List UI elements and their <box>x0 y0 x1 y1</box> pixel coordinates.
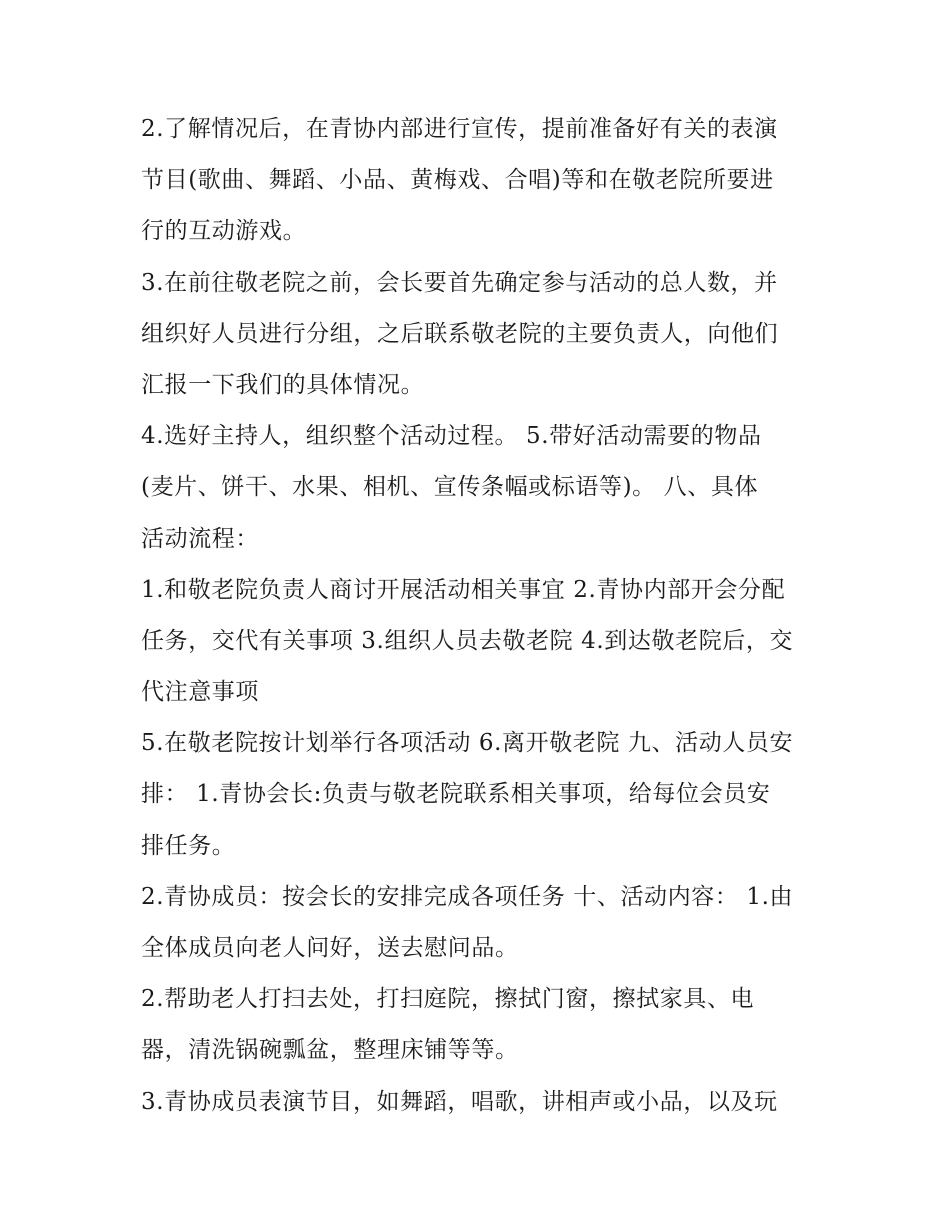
text-line: 任务，交代有关事项 3.组织人员去敬老院 4.到达敬老院后，交 <box>141 627 794 654</box>
text-line: 排： 1.青协会长:负责与敬老院联系相关事项，给每位会员安 <box>141 781 771 808</box>
text-line: 2.帮助老人打扫去处，打扫庭院，擦拭门窗，擦拭家具、电 <box>141 986 755 1013</box>
text-line: 代注意事项 <box>141 679 259 706</box>
text-line: 2.青协成员：按会长的安排完成各项任务 十、活动内容： 1.由 <box>141 883 794 910</box>
text-line: 器，清洗锅碗瓢盆，整理床铺等等。 <box>141 1037 519 1064</box>
text-line: (麦片、饼干、水果、相机、宣传条幅或标语等)。 八、具体 <box>141 474 759 501</box>
paragraph-host-and-items <box>141 411 821 565</box>
document-body <box>141 104 821 1128</box>
text-line: 节目(歌曲、舞蹈、小品、黄梅戏、合唱)等和在敬老院所要进 <box>141 167 774 194</box>
paragraph-staff-arrangement <box>141 718 821 872</box>
paragraph-performance <box>141 1077 821 1128</box>
paragraph-activity-flow <box>141 565 821 719</box>
text-line: 1.和敬老院负责人商讨开展活动相关事宜 2.青协内部开会分配 <box>141 576 786 603</box>
text-line: 4.选好主持人，组织整个活动过程。 5.带好活动需要的物品 <box>141 423 762 450</box>
text-line: 行的互动游戏。 <box>141 218 307 245</box>
text-line: 活动流程： <box>141 525 259 552</box>
paragraph-members-and-content <box>141 872 821 974</box>
paragraph-preparation <box>141 104 821 258</box>
paragraph-headcount <box>141 258 821 412</box>
text-line: 5.在敬老院按计划举行各项活动 6.离开敬老院 九、活动人员安 <box>141 730 794 757</box>
text-line: 3.在前往敬老院之前，会长要首先确定参与活动的总人数，并 <box>141 269 778 296</box>
text-line: 组织好人员进行分组，之后联系敬老院的主要负责人，向他们 <box>141 320 779 347</box>
text-line: 汇报一下我们的具体情况。 <box>141 371 425 398</box>
text-line: 2.了解情况后，在青协内部进行宣传，提前准备好有关的表演 <box>141 116 778 142</box>
text-line: 全体成员向老人问好，送去慰问品。 <box>141 935 519 961</box>
paragraph-cleaning <box>141 974 821 1076</box>
text-line: 排任务。 <box>141 832 236 859</box>
text-line: 3.青协成员表演节目，如舞蹈，唱歌，讲相声或小品，以及玩 <box>141 1088 778 1115</box>
